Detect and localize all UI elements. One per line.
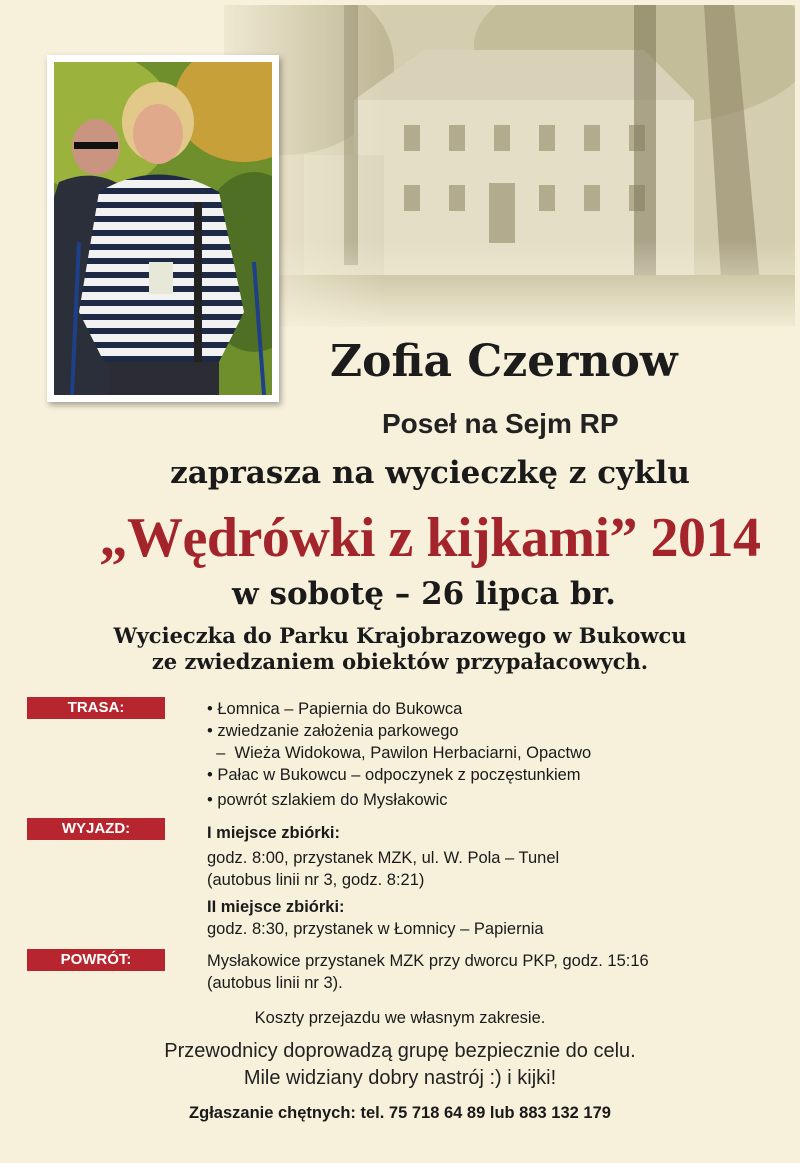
organizer-name: Zofia Czernow: [330, 336, 678, 387]
route-item: • Pałac w Bukowcu – odpoczynek z poczęstunkiem: [207, 766, 581, 784]
route-label: TRASA:: [27, 697, 165, 719]
contact-info: Zgłaszanie chętnych: tel. 75 718 64 89 lub 883 132 179: [189, 1104, 611, 1122]
second-meeting-time: godz. 8:30, przystanek w Łomnicy – Papiernia: [207, 920, 544, 938]
organizer-role: Poseł na Sejm RP: [382, 408, 619, 439]
invite-line: zaprasza na wycieczkę z cyklu: [170, 455, 690, 491]
cost-note: Koszty przejazdu we własnym zakresie.: [254, 1009, 546, 1027]
guides-note: [0, 1038, 800, 1092]
return-label: POWRÓT:: [27, 949, 165, 971]
route-item: • Łomnica – Papiernia do Bukowca: [207, 700, 463, 718]
return-details: [207, 950, 649, 994]
route-item: – Wieża Widokowa, Pawilon Herbaciarni, Opactwo: [207, 744, 592, 762]
departure-details: [207, 822, 559, 940]
route-item: • powrót szlakiem do Mysłakowic: [207, 791, 448, 809]
event-title: „Wędrówki z kijkami” 2014: [99, 507, 761, 569]
first-meeting-bus: (autobus linii nr 3, godz. 8:21): [207, 871, 425, 889]
guides-line: Mile widziany dobry nastrój :) i kijki!: [243, 1067, 557, 1089]
return-line: Mysłakowice przystanek MZK przy dworcu PKP, godz. 15:16: [207, 952, 649, 970]
event-description: [0, 623, 800, 675]
first-meeting-title: I miejsce zbiórki:: [207, 824, 340, 842]
event-date: w sobotę – 26 lipca br.: [232, 576, 616, 612]
second-meeting-title: II miejsce zbiórki:: [207, 898, 345, 916]
return-line: (autobus linii nr 3).: [207, 974, 343, 992]
first-meeting-time: godz. 8:00, przystanek MZK, ul. W. Pola – Tunel: [207, 849, 560, 867]
route-list: [207, 698, 591, 811]
route-item: • zwiedzanie założenia parkowego: [207, 722, 459, 740]
guides-line: Przewodnicy doprowadzą grupę bezpiecznie do celu.: [164, 1040, 636, 1062]
background-fade-bottom: [224, 240, 795, 330]
description-line: ze zwiedzaniem obiektów przypałacowych.: [151, 649, 649, 674]
description-line: Wycieczka do Parku Krajobrazowego w Bukowcu: [113, 623, 687, 648]
departure-label: WYJAZD:: [27, 818, 165, 840]
portrait-photo: [47, 55, 279, 402]
